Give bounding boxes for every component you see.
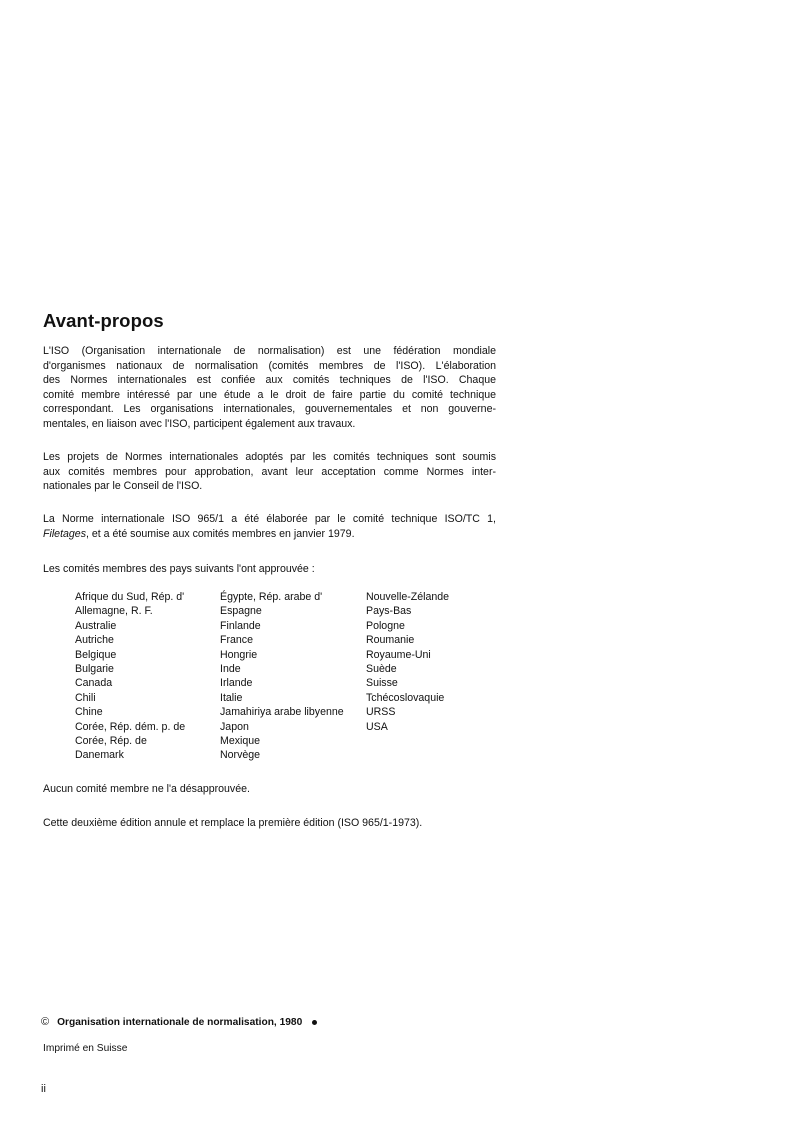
standard-line-rest: , et a été soumise aux comités membres en janvier 1979.	[86, 527, 355, 540]
country-item: Bulgarie	[75, 663, 114, 676]
country-item: Norvège	[220, 749, 261, 762]
intro-line: comité membre intéressé par une étude a le droit de faire partie du comité technique	[43, 388, 496, 401]
bullet-icon	[312, 1020, 317, 1025]
country-column-2	[220, 590, 366, 763]
country-item: Suisse	[366, 677, 398, 690]
copyright-icon: ©	[41, 1016, 50, 1028]
committee-name: Filetages	[43, 527, 86, 540]
country-item: Canada	[75, 677, 113, 690]
country-list	[75, 590, 506, 763]
country-item: Chine	[75, 706, 103, 719]
country-item: Égypte, Rép. arabe d'	[220, 591, 323, 603]
country-item: Jamahiriya arabe libyenne	[220, 706, 344, 719]
country-item: Danemark	[75, 749, 124, 762]
country-item: Pologne	[366, 619, 405, 632]
copyright-text: Organisation internationale de normalisation, 1980	[57, 1016, 303, 1028]
country-item: Suède	[366, 663, 397, 676]
country-item: Australie	[75, 619, 117, 632]
country-item: Inde	[220, 663, 241, 676]
country-item: Espagne	[220, 605, 262, 618]
country-item: Royaume-Uni	[366, 648, 431, 661]
country-item: USA	[366, 720, 388, 733]
country-item: URSS	[366, 706, 396, 719]
standard-paragraph	[43, 512, 496, 541]
country-item: Hongrie	[220, 648, 258, 661]
country-item: Chili	[75, 691, 96, 704]
country-item: Mexique	[220, 735, 261, 748]
standard-line-2	[43, 527, 496, 542]
country-item: Japon	[220, 720, 249, 733]
drafts-paragraph	[43, 450, 496, 494]
page-title: Avant-propos	[43, 310, 164, 331]
copyright-line	[41, 1016, 317, 1028]
disapproval-statement: Aucun comité membre ne l'a désapprouvée.	[43, 783, 250, 795]
country-item: Corée, Rép. de	[75, 735, 147, 748]
approval-intro: Les comités membres des pays suivants l'ont approuvée :	[43, 563, 315, 575]
country-item: Roumanie	[366, 634, 415, 647]
edition-note: Cette deuxième édition annule et remplace la première édition (ISO 965/1-1973).	[43, 817, 423, 829]
country-item: Nouvelle-Zélande	[366, 591, 450, 603]
page-number: ii	[41, 1083, 46, 1095]
intro-line: d'organismes nationaux de normalisation (comités membres de l'ISO). L'élaboration	[43, 359, 496, 372]
printed-in: Imprimé en Suisse	[43, 1043, 128, 1054]
country-column-1	[75, 590, 220, 763]
country-item: Corée, Rép. dém. p. de	[75, 720, 186, 733]
country-item: Belgique	[75, 648, 117, 661]
country-item: Pays-Bas	[366, 605, 412, 618]
country-item: Tchécoslovaquie	[366, 691, 445, 704]
standard-line: La Norme internationale ISO 965/1 a été élaborée par le comité technique ISO/TC 1,	[43, 513, 496, 525]
country-item: Allemagne, R. F.	[75, 605, 153, 618]
drafts-line: Les projets de Normes internationales adoptés par les comités techniques sont soumis	[43, 451, 496, 463]
intro-line: des Normes internationales est confiée aux comités techniques de l'ISO. Chaque	[43, 374, 496, 387]
intro-paragraph	[43, 344, 496, 432]
country-item: Afrique du Sud, Rép. d'	[75, 591, 185, 603]
intro-line: L'ISO (Organisation internationale de normalisation) est une fédération mondiale	[43, 345, 496, 357]
intro-line: correspondant. Les organisations internationales, gouvernementales et non gouverne-	[43, 403, 496, 416]
country-item: Italie	[220, 691, 243, 704]
country-item: Irlande	[220, 677, 253, 690]
intro-line: mentales, en liaison avec l'ISO, participent également aux travaux.	[43, 417, 356, 430]
country-item: Autriche	[75, 634, 114, 647]
drafts-line: nationales par le Conseil de l'ISO.	[43, 480, 203, 493]
country-item: Finlande	[220, 619, 261, 632]
country-column-3	[366, 590, 506, 763]
country-item: France	[220, 634, 253, 647]
drafts-line: aux comités membres pour approbation, avant leur acceptation comme Normes inter-	[43, 465, 496, 478]
